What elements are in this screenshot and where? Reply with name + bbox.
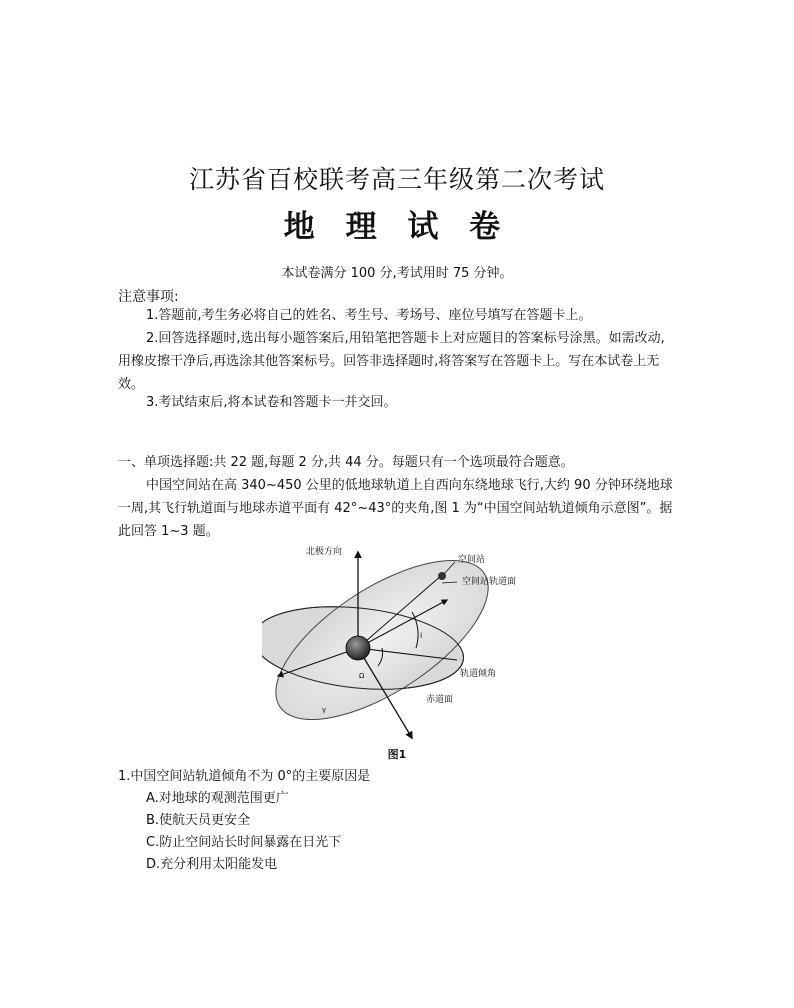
small-mark: γ — [322, 706, 327, 714]
station-label: 空间站 — [458, 555, 486, 565]
figure-caption: 图1 — [387, 748, 407, 761]
question-1-option-b[interactable]: B.使航天员更安全 — [146, 813, 251, 828]
orbit-diagram — [262, 540, 532, 745]
earth-icon — [346, 636, 370, 660]
note-item-2: 2.回答选择题时,选出每小题答案后,用铅笔把答题卡上对应题目的答案标号涂黑。如需改动,用橡皮擦干净后,再选涂其他答案标号。回答非选择题时,将答案写在答题卡上。写在本试卷上无效。 — [118, 331, 665, 392]
subject-title: 地 理 试 卷 — [283, 209, 511, 245]
orbit-plane-label: 空间站轨道面 — [462, 577, 517, 587]
question-1-option-d[interactable]: D.充分利用太阳能发电 — [146, 857, 278, 872]
section-heading: 一、单项选择题:共 22 题,每题 2 分,共 44 分。每题只有一个选项最符合题意。 — [118, 455, 574, 470]
angle-mark: i — [420, 631, 423, 640]
note-item-3: 3.考试结束后,将本试卷和答题卡一并交回。 — [146, 395, 397, 410]
inclination-label: 轨道倾角 — [460, 669, 497, 679]
notes-heading: 注意事项: — [118, 289, 179, 305]
exam-meta: 本试卷满分 100 分,考试用时 75 分钟。 — [281, 266, 513, 281]
arrow-mark: Ω — [359, 672, 365, 680]
question-1-option-a[interactable]: A.对地球的观测范围更广 — [146, 791, 289, 806]
question-passage: 中国空间站在高 340~450 公里的低地球轨道上自西向东绕地球飞行,大约 90 分钟环绕地球一周,其飞行轨道面与地球赤道平面有 42°~43°的夹角,图 1 为“中国空间站轨道倾角示意图”。据此回答 1~3 题。 — [118, 478, 673, 539]
equator-plane-label: 赤道面 — [426, 695, 454, 705]
exam-title: 江苏省百校联考高三年级第二次考试 — [188, 165, 605, 194]
question-1-option-c[interactable]: C.防止空间站长时间暴露在日光下 — [146, 835, 342, 850]
question-1-stem: 1.中国空间站轨道倾角不为 0°的主要原因是 — [118, 769, 371, 784]
orbit-plane — [262, 540, 513, 745]
note-item-1: 1.答题前,考生务必将自己的姓名、考生号、考场号、座位号填写在答题卡上。 — [146, 308, 592, 323]
north-label: 北极方向 — [306, 547, 343, 557]
